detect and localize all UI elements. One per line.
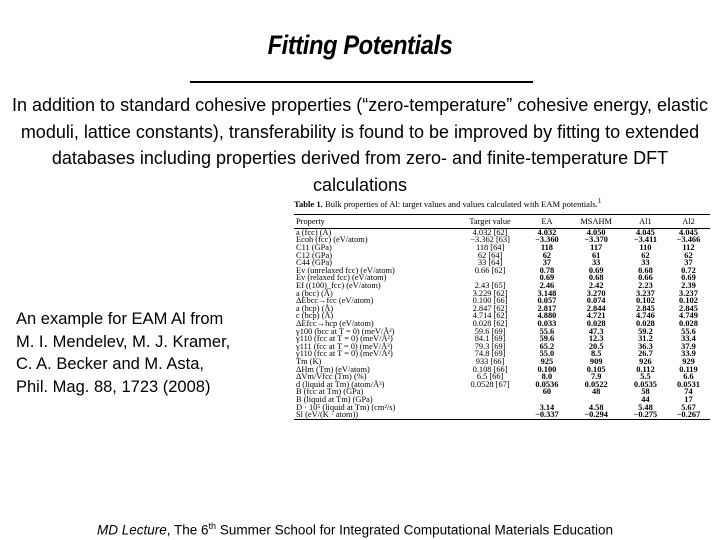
value-cell: −3.370 <box>584 235 608 245</box>
property-cell: γ110 (fcc at T = 0) (meV/Å²) <box>296 334 393 344</box>
value-cell: 79.3 [69] <box>474 341 506 351</box>
value-cell: 62 [64] <box>477 250 503 260</box>
property-cell: a (hcp) (Å) <box>296 303 334 313</box>
value-cell: 48 <box>591 387 601 397</box>
value-cell: 0.0536 <box>535 379 559 389</box>
value-cell: 0.119 <box>679 364 698 374</box>
value-cell: 59.2 <box>638 326 653 336</box>
table-caption-text: Bulk properties of Al: target values and values calculated with EAM potentials. <box>324 198 598 209</box>
value-cell: 6.6 <box>683 372 694 382</box>
value-cell: 3.237 <box>636 288 655 298</box>
value-cell: 3.270 <box>586 288 606 298</box>
value-cell: 3.237 <box>679 288 698 298</box>
reference-line: M. I. Mendelev, M. J. Kramer, <box>16 332 231 351</box>
value-cell: 0.074 <box>586 296 606 306</box>
value-cell: 2.847 [62] <box>472 303 508 313</box>
value-cell: 0.057 <box>537 296 557 306</box>
property-cell: C44 (GPa) <box>296 258 333 268</box>
value-cell: 8.5 <box>590 349 602 359</box>
value-cell: 2.42 <box>588 281 604 291</box>
value-cell: 0.0535 <box>633 379 657 389</box>
footer-text-start: , The 6 <box>166 522 209 538</box>
value-cell: 2.23 <box>638 281 653 291</box>
value-cell: −3.360 <box>535 235 559 245</box>
property-cell: Ev (unrelaxed fcc) (eV/atom) <box>296 265 395 275</box>
value-cell: 58 <box>641 387 650 397</box>
value-cell: 4.746 <box>636 311 655 321</box>
value-cell: 74.8 [69] <box>474 349 506 359</box>
value-cell: 0.100 [66] <box>472 296 508 306</box>
example-reference <box>16 308 276 398</box>
value-cell: 926 <box>639 356 652 366</box>
value-cell: 0.102 <box>636 296 655 306</box>
value-cell: 62 <box>641 250 650 260</box>
header-al1: Al1 <box>639 216 652 226</box>
value-cell: 7.9 <box>590 372 602 382</box>
value-cell: 0.0528 [67] <box>470 379 510 389</box>
value-cell: 925 <box>540 356 554 366</box>
title-underline <box>190 81 533 83</box>
value-cell: 3.229 [62] <box>472 288 508 298</box>
property-cell: Sl (eV/(K · atom)) <box>296 410 359 420</box>
property-cell: D · 10⁵ (liquid at Tm) (cm²/s) <box>296 402 396 412</box>
value-cell: 110 <box>639 243 652 253</box>
value-cell: 118 <box>540 243 553 253</box>
value-cell: 4.714 [62] <box>472 311 508 321</box>
value-cell: −0.337 <box>535 410 559 420</box>
property-cell: a (bcc) (Å) <box>296 288 333 298</box>
footer-lecture-name: MD Lecture <box>96 522 167 538</box>
value-cell: 5.48 <box>638 402 653 412</box>
footer <box>0 521 710 538</box>
value-cell: 84.1 [69] <box>474 334 506 344</box>
table-caption-note: 1 <box>597 197 602 205</box>
value-cell: 0.108 [66] <box>472 364 508 374</box>
property-cell: γ111 (fcc at T = 0) (meV/Å²) <box>296 341 393 351</box>
bulk-properties-table <box>294 214 710 420</box>
slide-title: Fitting Potentials <box>267 30 453 60</box>
bulk-properties-table-figure <box>294 196 710 420</box>
value-cell <box>455 388 526 396</box>
value-cell: 2.817 <box>537 303 557 313</box>
value-cell: 0.102 <box>679 296 698 306</box>
property-cell: ΔVm/Vfcc (Tm) (%) <box>296 372 367 382</box>
value-cell: 61 <box>591 250 601 260</box>
table-body <box>294 228 710 419</box>
value-cell: 0.69 <box>588 265 604 275</box>
value-cell: 3.14 <box>539 402 555 412</box>
value-cell: 0.69 <box>539 273 555 283</box>
value-cell: −3.411 <box>633 235 658 245</box>
value-cell <box>455 404 526 412</box>
reference-line: Phil. Mag. 88, 1723 (2008) <box>16 377 211 396</box>
value-cell: 33.9 <box>681 349 696 359</box>
value-cell: 37 <box>542 258 552 268</box>
table-row <box>294 411 710 419</box>
value-cell: 20.5 <box>588 341 604 351</box>
value-cell: 0.78 <box>539 265 555 275</box>
value-cell: 55.6 <box>539 326 555 336</box>
header-ea: EA <box>541 216 553 226</box>
value-cell <box>455 411 526 419</box>
value-cell: 2.43 [65] <box>474 281 506 291</box>
intro-paragraph: In addition to standard cohesive properties (“zero-temperature” cohesive energy, elastic moduli, lattice constants), transferability is found to be improved by fitting to extended databases including properties derived from zero- and finite-temperature DFT calculations <box>11 95 709 195</box>
value-cell: 0.033 <box>537 318 557 328</box>
property-cell: ΔEbcc→fcc (eV/atom) <box>296 296 374 306</box>
value-cell: 47.3 <box>588 326 604 336</box>
value-cell: 74 <box>684 387 693 397</box>
value-cell: 4.045 <box>636 227 655 237</box>
value-cell: 2.844 <box>586 303 606 313</box>
value-cell: 0.66 <box>638 273 653 283</box>
value-cell: 33 <box>591 258 601 268</box>
value-cell: 31.2 <box>638 334 653 344</box>
value-cell: 33 [64] <box>477 258 503 268</box>
value-cell: 929 <box>682 356 695 366</box>
value-cell: 33 <box>641 258 650 268</box>
value-cell: 4.045 <box>679 227 698 237</box>
property-cell: Ev (relaxed fcc) (eV/atom) <box>296 273 387 283</box>
value-cell: 6.5 [66] <box>476 372 504 382</box>
value-cell: 2.39 <box>681 281 696 291</box>
value-cell: 0.105 <box>586 364 606 374</box>
value-cell: −0.294 <box>584 410 608 420</box>
value-cell: −3.362 [63] <box>470 235 510 245</box>
footer-ordinal-suffix: th <box>208 521 217 531</box>
property-cell: d (liquid at Tm) (atom/Å³) <box>296 379 385 389</box>
property-cell: c (hcp) (Å) <box>296 311 334 321</box>
property-cell: C11 (GPa) <box>296 243 332 253</box>
value-cell: 44 <box>641 394 650 404</box>
footer-text-end: Summer School for Integrated Computational Materials Education <box>216 522 614 538</box>
value-cell: 33.4 <box>681 334 696 344</box>
value-cell: 118 [64] <box>475 243 505 253</box>
value-cell: 62 <box>684 250 693 260</box>
property-cell: Tm (K) <box>296 356 322 366</box>
value-cell: 4.721 <box>586 311 606 321</box>
value-cell: 0.112 <box>636 364 655 374</box>
value-cell: −0.275 <box>633 410 658 420</box>
value-cell: 933 [66] <box>475 356 505 366</box>
value-cell: 55.0 <box>539 349 555 359</box>
property-cell: Ef ((100)_fcc) (eV/atom) <box>296 281 381 291</box>
property-cell: γ110 (fcc at T = 0) (meV/Å²) <box>296 349 393 359</box>
value-cell: 3.148 <box>537 288 557 298</box>
property-cell: ΔHm (Tm) (eV/atom) <box>296 364 370 374</box>
table-caption <box>294 196 710 210</box>
value-cell: 2.845 <box>636 303 655 313</box>
value-cell: 65.2 <box>539 341 555 351</box>
reference-line: C. A. Becker and M. Asta, <box>16 355 205 373</box>
value-cell: 0.72 <box>681 265 696 275</box>
value-cell: 62 <box>542 250 552 260</box>
value-cell: 0.66 [62] <box>474 265 506 275</box>
value-cell: 26.7 <box>638 349 653 359</box>
value-cell: 0.028 <box>636 318 655 328</box>
table-caption-label: Table 1. <box>294 198 323 209</box>
value-cell: −3.466 <box>676 235 701 245</box>
header-msahm: MSAHM <box>580 216 612 226</box>
value-cell: 60 <box>542 387 552 397</box>
value-cell: 59.6 <box>539 334 555 344</box>
value-cell: 4.58 <box>588 402 604 412</box>
property-cell: a (fcc) (Å) <box>296 227 332 237</box>
value-cell: 117 <box>590 243 603 253</box>
property-cell: Ecoh (fcc) (eV/atom) <box>296 235 368 245</box>
value-cell: 8.0 <box>541 372 553 382</box>
value-cell: 2.46 <box>539 281 555 291</box>
value-cell: 5.67 <box>681 402 696 412</box>
header-target-value: Target value <box>469 216 511 226</box>
value-cell: 909 <box>589 356 603 366</box>
header-property: Property <box>296 216 325 226</box>
value-cell: 2.845 <box>679 303 698 313</box>
property-cell: B (fcc at Tm) (GPa) <box>296 387 364 397</box>
value-cell: 55.6 <box>681 326 696 336</box>
value-cell: 4.032 [62] <box>472 227 508 237</box>
value-cell: 17 <box>684 394 693 404</box>
value-cell <box>455 396 526 404</box>
value-cell: 0.028 <box>586 318 606 328</box>
property-cell: γ100 (bcc at T = 0) (meV/Å²) <box>296 326 395 336</box>
value-cell: 0.0522 <box>584 379 608 389</box>
value-cell: 0.028 <box>679 318 698 328</box>
value-cell: 59.6 [69] <box>474 326 506 336</box>
reference-line: An example for EAM Al from <box>16 310 224 328</box>
value-cell: −0.267 <box>676 410 701 420</box>
property-cell: C12 (GPa) <box>296 250 333 260</box>
value-cell: 112 <box>682 243 695 253</box>
value-cell: 37.9 <box>681 341 696 351</box>
property-cell: B (liquid at Tm) (GPa) <box>296 394 373 404</box>
value-cell: 0.68 <box>588 273 604 283</box>
property-cell: ΔEfcc→hcp (eV/atom) <box>296 318 374 328</box>
value-cell: 0.100 <box>537 364 557 374</box>
value-cell: 0.68 <box>638 265 653 275</box>
value-cell: 4.032 <box>537 227 557 237</box>
value-cell: 36.3 <box>638 341 653 351</box>
value-cell: 4.880 <box>537 311 557 321</box>
value-cell: 5.5 <box>640 372 651 382</box>
value-cell: 4.749 <box>679 311 698 321</box>
header-al2: Al2 <box>682 216 695 226</box>
value-cell: 0.028 [62] <box>472 318 508 328</box>
value-cell: 0.0531 <box>676 379 700 389</box>
value-cell: 12.3 <box>588 334 604 344</box>
value-cell: 0.69 <box>681 273 696 283</box>
value-cell: 4.050 <box>586 227 606 237</box>
value-cell: 37 <box>684 258 693 268</box>
table-header-row <box>294 214 710 228</box>
